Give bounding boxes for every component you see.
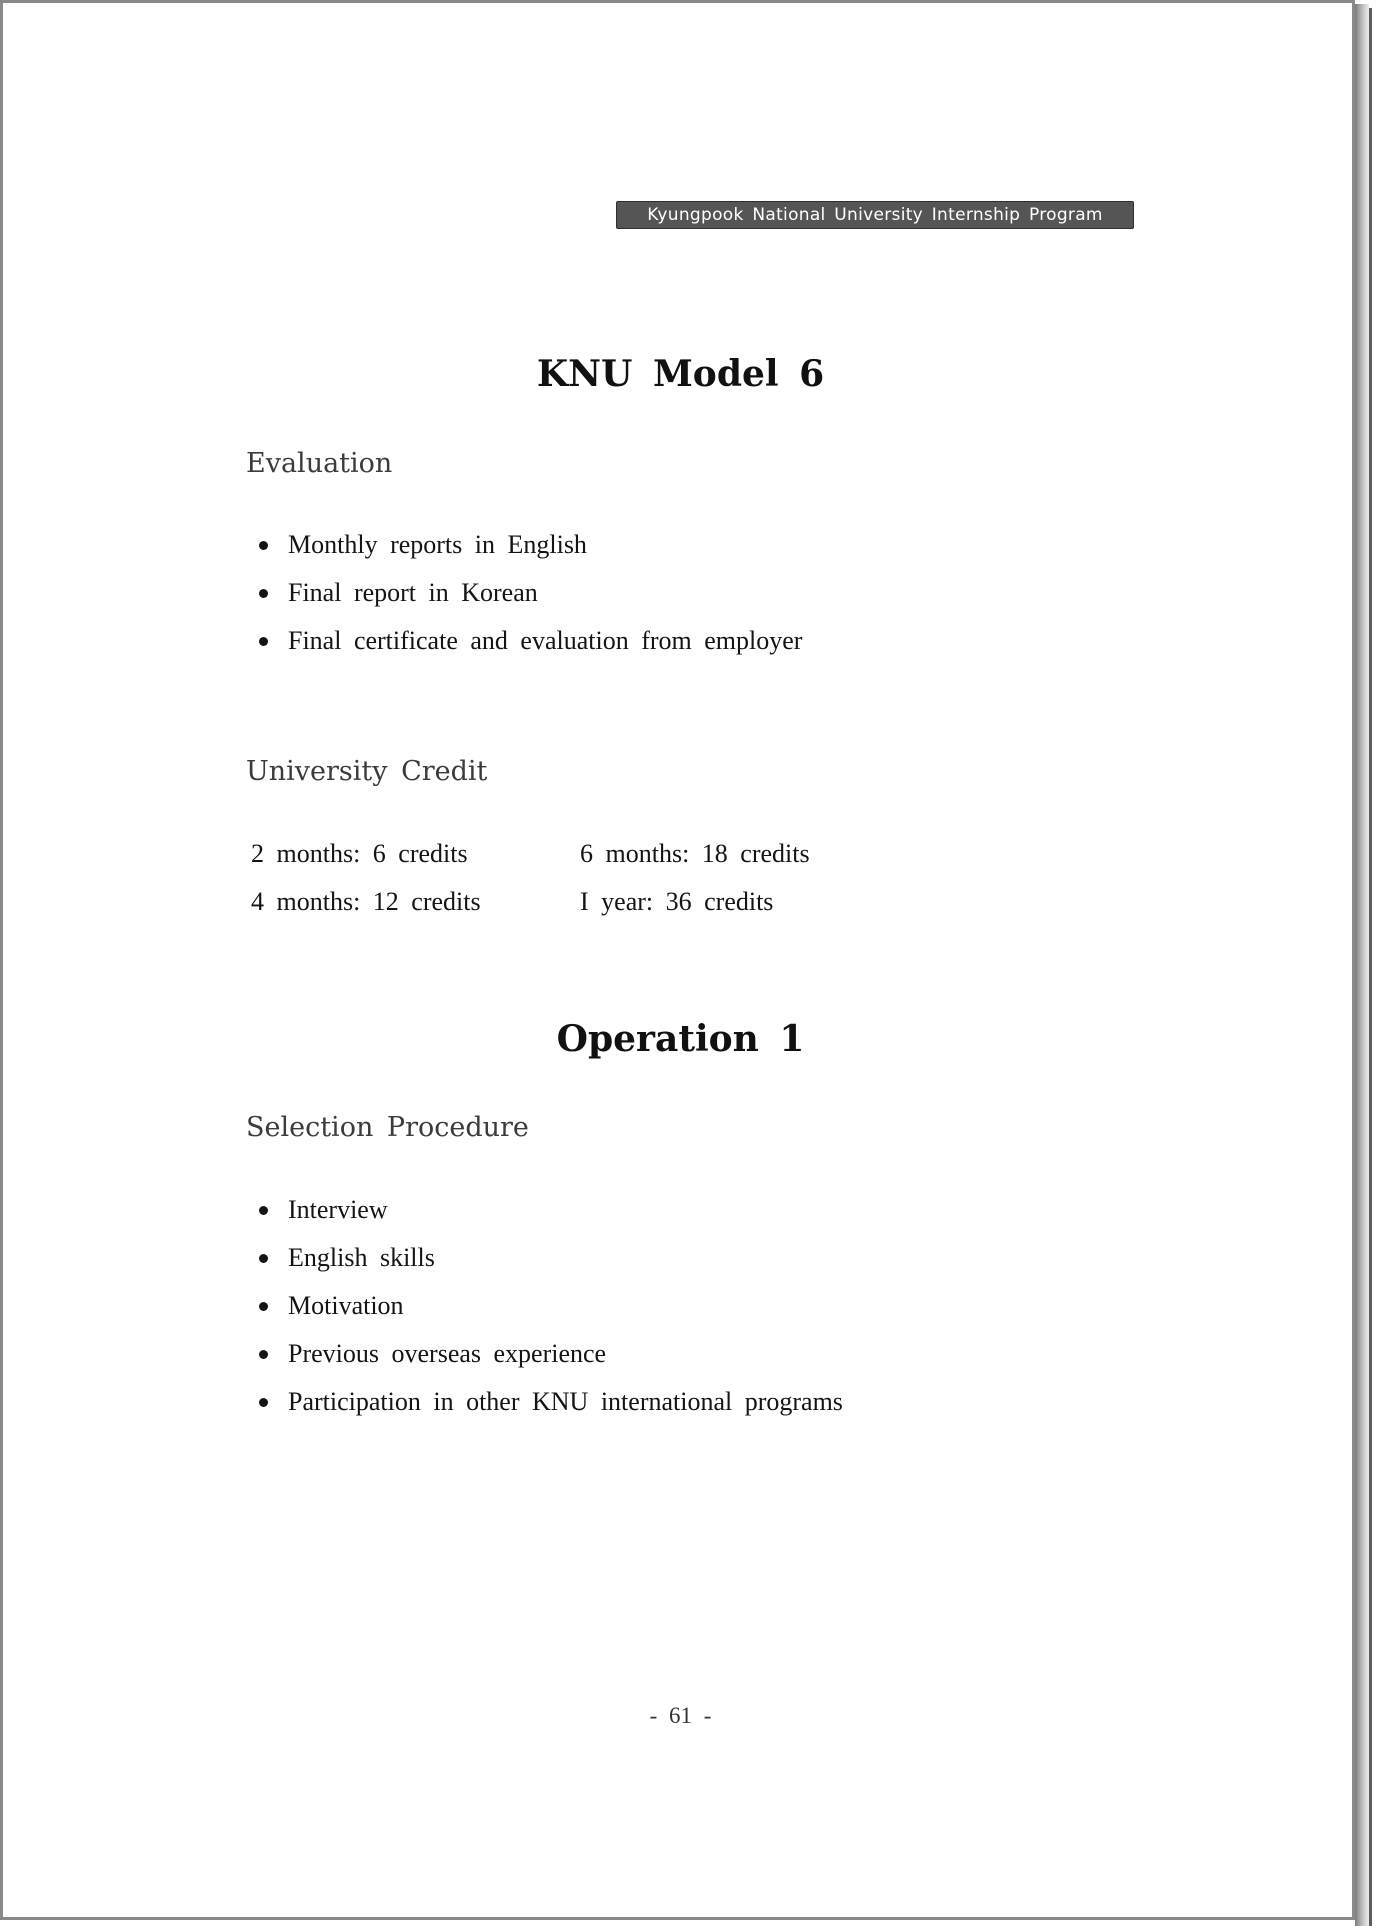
page-number: - 61 - (649, 1703, 712, 1728)
selection-item-text: Interview (288, 1195, 388, 1224)
evaluation-item-text: Monthly reports in English (288, 530, 587, 559)
bullet-icon (259, 1206, 268, 1215)
model-title: KNU Model 6 (536, 353, 825, 395)
bullet-icon (259, 1254, 268, 1263)
bullet-icon (259, 1398, 268, 1407)
evaluation-item-text: Final certificate and evaluation from employer (288, 626, 803, 655)
credit-entry: 2 months: 6 credits (251, 839, 468, 868)
selection-heading: Selection Procedure (246, 1112, 529, 1143)
selection-item-text: English skills (288, 1243, 435, 1272)
page-shadow-edge (1369, 8, 1372, 1926)
selection-item (246, 1282, 843, 1330)
credit-entry: I year: 36 credits (580, 887, 774, 916)
selection-item-text: Participation in other KNU international programs (288, 1387, 843, 1416)
bullet-icon (259, 1302, 268, 1311)
bullet-icon (259, 541, 268, 550)
selection-item (246, 1378, 843, 1426)
bullet-icon (259, 589, 268, 598)
credit-heading: University Credit (246, 756, 488, 787)
operation-title: Operation 1 (556, 1018, 805, 1060)
evaluation-item-text: Final report in Korean (288, 578, 538, 607)
selection-item (246, 1186, 843, 1234)
selection-item-text: Previous overseas experience (288, 1339, 607, 1368)
evaluation-item (246, 521, 802, 569)
evaluation-item (246, 569, 802, 617)
header-banner: Kyungpook National University Internship Program (616, 201, 1134, 229)
credit-entry: 4 months: 12 credits (251, 887, 481, 916)
selection-item (246, 1234, 843, 1282)
selection-list (246, 1186, 843, 1426)
bullet-icon (259, 637, 268, 646)
evaluation-heading: Evaluation (246, 448, 393, 479)
bullet-icon (259, 1350, 268, 1359)
page-shadow (1355, 4, 1369, 1926)
selection-item-text: Motivation (288, 1291, 404, 1320)
credit-entry: 6 months: 18 credits (580, 839, 810, 868)
evaluation-item (246, 617, 802, 665)
selection-item (246, 1330, 843, 1378)
evaluation-list (246, 521, 802, 665)
